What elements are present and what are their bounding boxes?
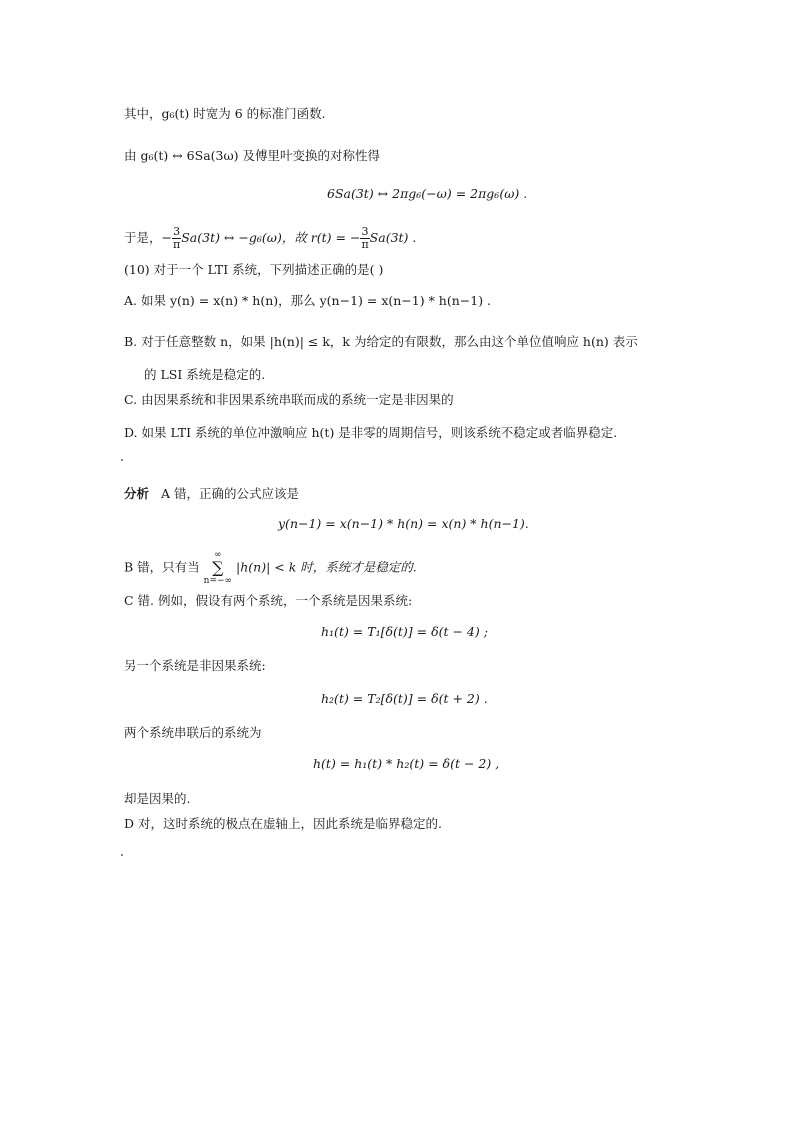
b-prefix: B 错，只有当 xyxy=(124,559,200,575)
therefore-mid: Sa(3t) ↔ −g₆(ω)，故 r(t) = − xyxy=(181,230,361,245)
text-line-is-causal: 却是因果的. xyxy=(124,791,191,806)
text-line-d-correct: D 对，这时系统的极点在虚轴上，因此系统是临界稳定的. xyxy=(124,816,442,831)
equation-noncausal-system: h₂(t) = T₂[δ(t)] = δ(t + 2) . xyxy=(321,691,488,706)
scan-dot xyxy=(121,854,123,856)
therefore-prefix: 于是，− xyxy=(124,230,172,245)
fraction-3-over-pi-1: $\frac{3}{\pi}$ xyxy=(172,225,181,251)
analysis-label: 分析 xyxy=(124,486,150,501)
equation-duality: 6Sa(3t) ↔ 2πg₆(−ω) = 2πg₆(ω) . xyxy=(327,186,528,201)
therefore-end: Sa(3t) . xyxy=(369,230,417,245)
option-b-line-1: B. 对于任意整数 n，如果 |h(n)| ≤ k，k 为给定的有限数，那么由这个单位值响应 h(n) 表示 xyxy=(124,334,638,349)
b-suffix: |h(n)| < k 时，系统才是稳定的. xyxy=(236,559,417,575)
summation-symbol: ∞ ∑ n=−∞ xyxy=(203,550,233,586)
text-line-noncausal: 另一个系统是非因果系统: xyxy=(124,658,266,673)
option-d: D. 如果 LTI 系统的单位冲激响应 h(t) 是非零的周期信号，则该系统不稳定或者临界稳定. xyxy=(124,425,618,440)
analysis-intro xyxy=(124,485,299,503)
option-b-line-2: 的 LSI 系统是稳定的. xyxy=(144,367,266,382)
analysis-text: A 错，正确的公式应该是 xyxy=(160,486,299,501)
option-c: C. 由因果系统和非因果系统串联而成的系统一定是非因果的 xyxy=(124,392,454,407)
text-line-b-wrong xyxy=(124,550,417,586)
scan-dot xyxy=(121,459,123,461)
text-line-cascade: 两个系统串联后的系统为 xyxy=(124,725,262,740)
option-a: A. 如果 y(n) = x(n) * h(n)，那么 y(n−1) = x(n−1) * h(n−1) . xyxy=(124,293,492,308)
text-line-c-wrong: C 错. 例如，假设有两个系统，一个系统是因果系统: xyxy=(124,593,413,608)
fraction-3-over-pi-2: $\frac{3}{\pi}$ xyxy=(361,225,369,251)
equation-cascade: h(t) = h₁(t) * h₂(t) = δ(t − 2) , xyxy=(313,756,500,771)
question-10: (10) 对于一个 LTI 系统，下列描述正确的是( ) xyxy=(124,262,384,277)
text-line-therefore xyxy=(124,226,416,251)
equation-causal-system: h₁(t) = T₁[δ(t)] = δ(t − 4) ; xyxy=(321,624,488,639)
text-line-duality: 由 g₆(t) ↔ 6Sa(3ω) 及傅里叶变换的对称性得 xyxy=(124,148,381,163)
text-line-gate-function: 其中，g₆(t) 时宽为 6 的标准门函数. xyxy=(124,106,326,121)
equation-a-correct: y(n−1) = x(n−1) * h(n) = x(n) * h(n−1). xyxy=(278,516,529,531)
